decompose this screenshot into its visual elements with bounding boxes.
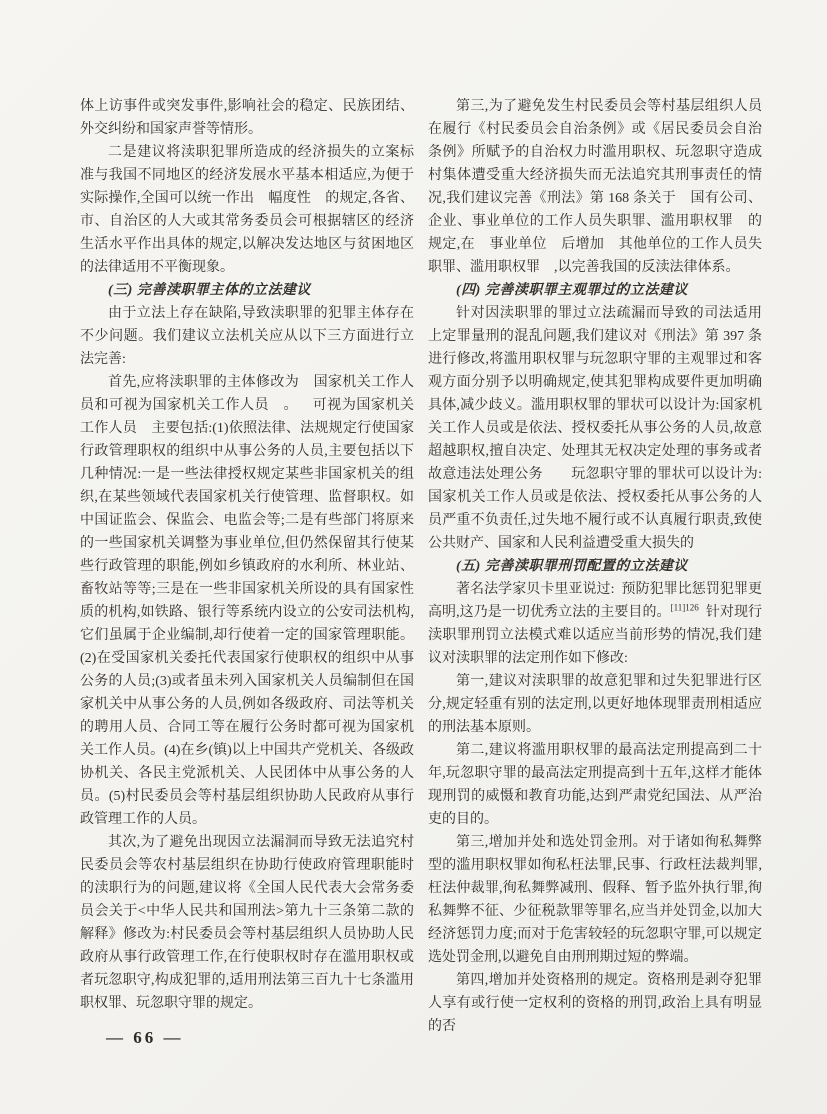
paragraph: 第三,增加并处和选处罚金刑。对于诸如徇私舞弊型的滥用职权罪如徇私枉法罪,民事、行政枉法裁判罪,枉法仲裁罪,徇私舞弊减刑、假释、暂予监外执行罪,徇私舞弊不征、少征税款罪等罪名,应当并处罚金,以加大经济惩罚力度;而对于危害较轻的玩忽职守罪,可以规定选处罚金刑,以避免自由刑刑期过短的弊端。 — [428, 835, 762, 965]
citation-marker: [11]126 — [670, 602, 699, 613]
paragraph: 首先,应将渎职罪的主体修改为 国家机关工作人员和可视为国家机关工作人员 。 可视为国家机关工作人员 主要包括:(1)依照法律、法规规定行使国家行政管理职权的组织中从事公务的人员,主要包括以下几种情况:一是一些法律授权规定某些非国家机关的组织,在某些领域代表国家机关行使管理、监督职权。如中国证监会、保监会、电监会等;二是有些部门将原来的一些国家机关调整为事业单位,但仍然保留其行使某些行政管理的职能,例如乡镇政府的水利所、林业站、畜牧站等等;三是在一些非国家机关所设的具有国家性质的机构,如铁路、银行等系统内设立的公安司法机构,它们虽属于企业编制,却行使着一定的国家管理职能。(2)在受国家机关委托代表国家行使职权的组织中从事公务的人员;(3)或者虽未列入国家机关人员编制但在国家机关中从事公务的人员,例如各级政府、司法等机关的聘用人员、合同工等在履行公务时都可视为国家机关工作人员。(4)在乡(镇)以上中国共产党机关、各级政协机关、各民主党派机关、人民团体中从事公务的人员。(5)村民委员会等村基层组织协助人民政府从事行政管理工作的人员。 — [80, 375, 414, 827]
paragraph: 第一,建议对渎职罪的故意犯罪和过失犯罪进行区分,规定轻重有别的法定刑,以更好地体现罪责刑相适应的刑法基本原则。 — [428, 674, 762, 735]
paragraph: 体上访事件或突发事件,影响社会的稳定、民族团结、外交纠纷和国家声誉等情形。 — [80, 99, 414, 137]
section-heading: (三) 完善渎职罪主体的立法建议 — [108, 283, 311, 298]
left-column — [80, 95, 414, 1038]
paragraph-text: 针对现行渎职罪刑罚立法模式难以适应当前形势的情况,我们建议对渎职罪的法定刑作如下修改: — [428, 605, 763, 666]
paragraph: 二是建议将渎职犯罪所造成的经济损失的立案标准与我国不同地区的经济发展水平基本相适应,为便于实际操作,全国可以统一作出 幅度性 的规定,各省、市、自治区的人大或其常务委员会可根据辖区的经济生活水平作出具体的规定,以解决发达地区与贫困地区的法律适用不平衡现象。 — [80, 145, 414, 275]
section-heading: (五) 完善渎职罪刑罚配置的立法建议 — [456, 559, 688, 574]
paragraph: 第二,建议将滥用职权罪的最高法定刑提高到二十年,玩忽职守罪的最高法定刑提高到十五年,这样才能体现刑罚的威慑和教育功能,达到严肃党纪国法、从严治吏的目的。 — [428, 743, 762, 827]
paragraph: 其次,为了避免出现因立法漏洞而导致无法追究村民委员会等农村基层组织在协助行使政府管理职能时的渎职行为的问题,建议将《全国人民代表大会常务委员会关于<中华人民共和国刑法>第九十三条第二款的解释》修改为:村民委员会等村基层组织人员协助人民政府从事行政管理工作,在行使职权时存在滥用职权或者玩忽职守,构成犯罪的,适用刑法第三百九十七条滥用职权罪、玩忽职守罪的规定。 — [80, 835, 414, 1011]
paragraph: 第三,为了避免发生村民委员会等村基层组织人员在履行《村民委员会自治条例》或《居民委员会自治条例》所赋予的自治权力时滥用职权、玩忽职守造成村集体遭受重大经济损失而无法追究其刑事责任的情况,我们建议完善《刑法》第 168 条关于 国有公司、企业、事业单位的工作人员失职罪、滥用职权罪 的规定,在 事业单位 后增加 其他单位的工作人员失职罪、滥用职权罪 ,以完善我国的反渎法律体系。 — [428, 99, 762, 275]
section-heading: (四) 完善渎职罪主观罪过的立法建议 — [456, 283, 688, 298]
page-number: — 66 — — [106, 1028, 184, 1047]
text-columns — [80, 95, 762, 1038]
right-column — [428, 95, 762, 1038]
paragraph: 第四,增加并处资格刑的规定。资格刑是剥夺犯罪人享有或行使一定权利的资格的刑罚,政治上具有明显的否 — [428, 973, 762, 1034]
paragraph: 针对因渎职罪的罪过立法疏漏而导致的司法适用上定罪量刑的混乱问题,我们建议对《刑法》第 397 条进行修改,将滥用职权罪与玩忽职守罪的主观罪过和客观方面分别予以明确规定,使其犯罪构成要件更加明确具体,减少歧义。滥用职权罪的罪状可以设计为:国家机关工作人员或是依法、授权委托从事公务的人员,故意超越职权,擅自决定、处理其无权决定处理的事务或者故意违法处理公务 玩忽职守罪的罪状可以设计为:国家机关工作人员或是依法、授权委托从事公务的人员严重不负责任,过失地不履行或不认真履行职责,致使公共财产、国家和人民利益遭受重大损失的 — [428, 306, 762, 551]
paragraph-with-citation — [428, 578, 762, 670]
paragraph: 由于立法上存在缺陷,导致渎职罪的犯罪主体存在不少问题。我们建议立法机关应从以下三方面进行立法完善: — [80, 306, 414, 367]
paragraph-text: 著名法学家贝卡里亚说过: 预防犯罪比惩罚犯罪更高明,这乃是一切优秀立法的主要目的。 — [428, 582, 762, 620]
